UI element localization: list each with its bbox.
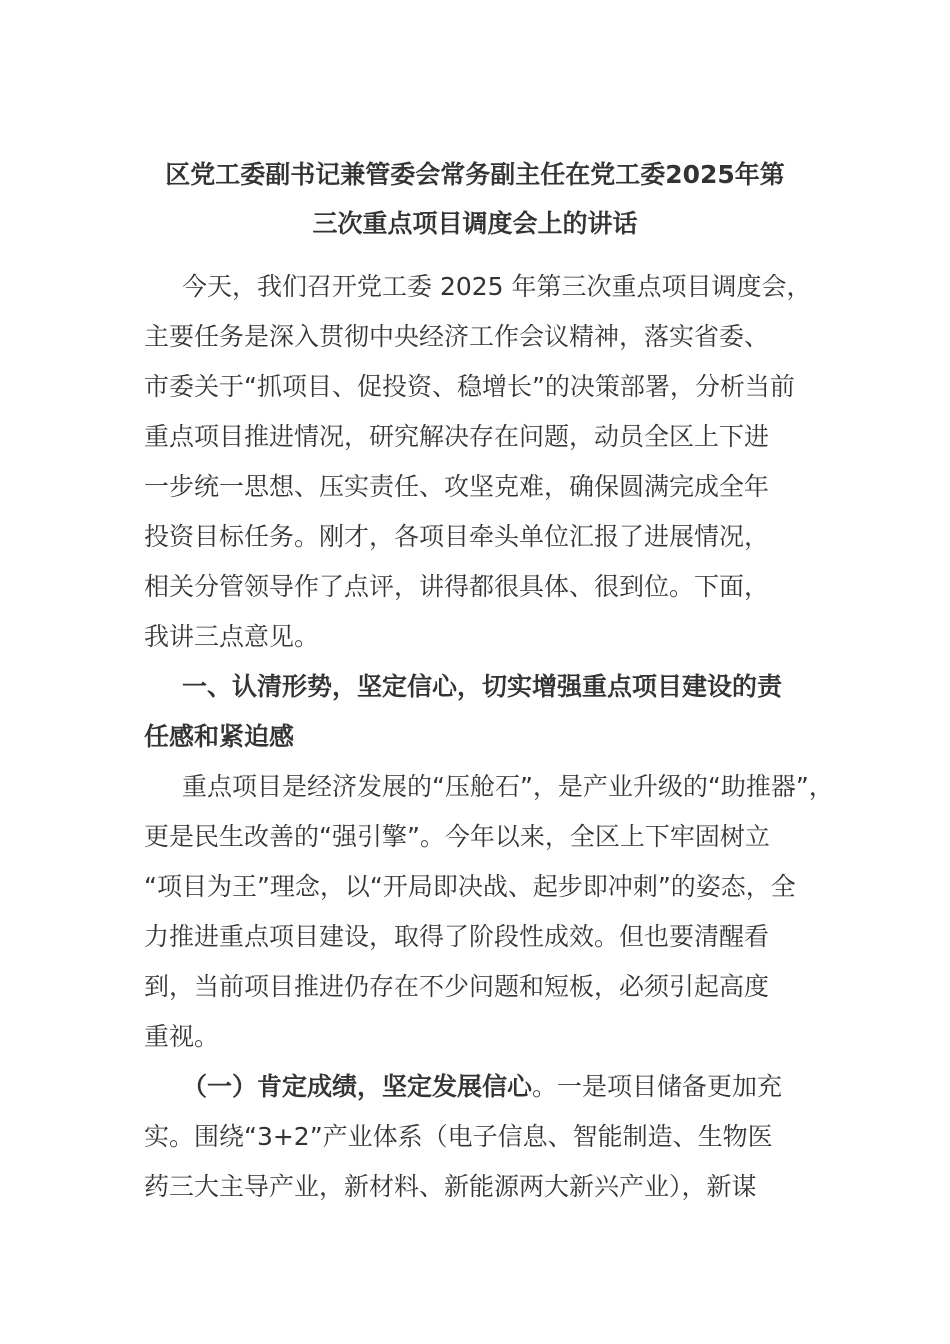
heading-line: 一、认清形势，坚定信心，切实增强重点项目建设的责 xyxy=(182,672,783,701)
paragraph-line: 今天，我们召开党工委 2025 年第三次重点项目调度会， xyxy=(182,272,812,301)
paragraph-line xyxy=(144,1062,844,1112)
paragraph-line: 力推进重点项目建设，取得了阶段性成效。但也要清醒看 xyxy=(144,922,770,951)
section-heading-1 xyxy=(144,662,844,762)
subheading-lead: （一）肯定成绩，坚定发展信心 xyxy=(182,1072,533,1101)
paragraph-line-rest: 。一是项目储备更加充 xyxy=(532,1072,783,1101)
paragraph-line: 相关分管领导作了点评，讲得都很具体、很到位。下面， xyxy=(144,572,770,601)
paragraph-line: 重点项目是经济发展的“压舱石”，是产业升级的“助推器”， xyxy=(182,772,834,801)
paragraph-line: 投资目标任务。刚才，各项目牵头单位汇报了进展情况， xyxy=(144,522,770,551)
heading-line: 任感和紧迫感 xyxy=(144,722,295,751)
paragraph-line: “项目为王”理念，以“开局即决战、起步即冲刺”的姿态，全 xyxy=(144,872,796,901)
paragraph-line: 市委关于“抓项目、促投资、稳增长”的决策部署，分析当前 xyxy=(144,372,795,401)
document-title-line-2: 三次重点项目调度会上的讲话 xyxy=(312,209,638,238)
paragraph-line: 一步统一思想、压实责任、攻坚克难，确保圆满完成全年 xyxy=(144,472,770,501)
paragraph-line: 更是民生改善的“强引擎”。今年以来，全区上下牢固树立 xyxy=(144,822,770,851)
paragraph-achievements xyxy=(144,1062,844,1212)
paragraph-line: 重视。 xyxy=(144,1022,220,1051)
paragraph-line: 药三大主导产业，新材料、新能源两大新兴产业），新谋 xyxy=(144,1172,757,1201)
paragraph-line: 主要任务是深入贯彻中央经济工作会议精神，落实省委、 xyxy=(144,322,770,351)
paragraph-situation xyxy=(144,762,844,1062)
document-title-line-1: 区党工委副书记兼管委会常务副主任在党工委2025年第 xyxy=(165,160,785,189)
paragraph-line: 到，当前项目推进仍存在不少问题和短板，必须引起高度 xyxy=(144,972,770,1001)
paragraph-opening xyxy=(144,262,844,662)
paragraph-line: 我讲三点意见。 xyxy=(144,622,320,651)
paragraph-line: 重点项目推进情况，研究解决存在问题，动员全区上下进 xyxy=(144,422,770,451)
paragraph-line: 实。围绕“3+2”产业体系（电子信息、智能制造、生物医 xyxy=(144,1122,773,1151)
